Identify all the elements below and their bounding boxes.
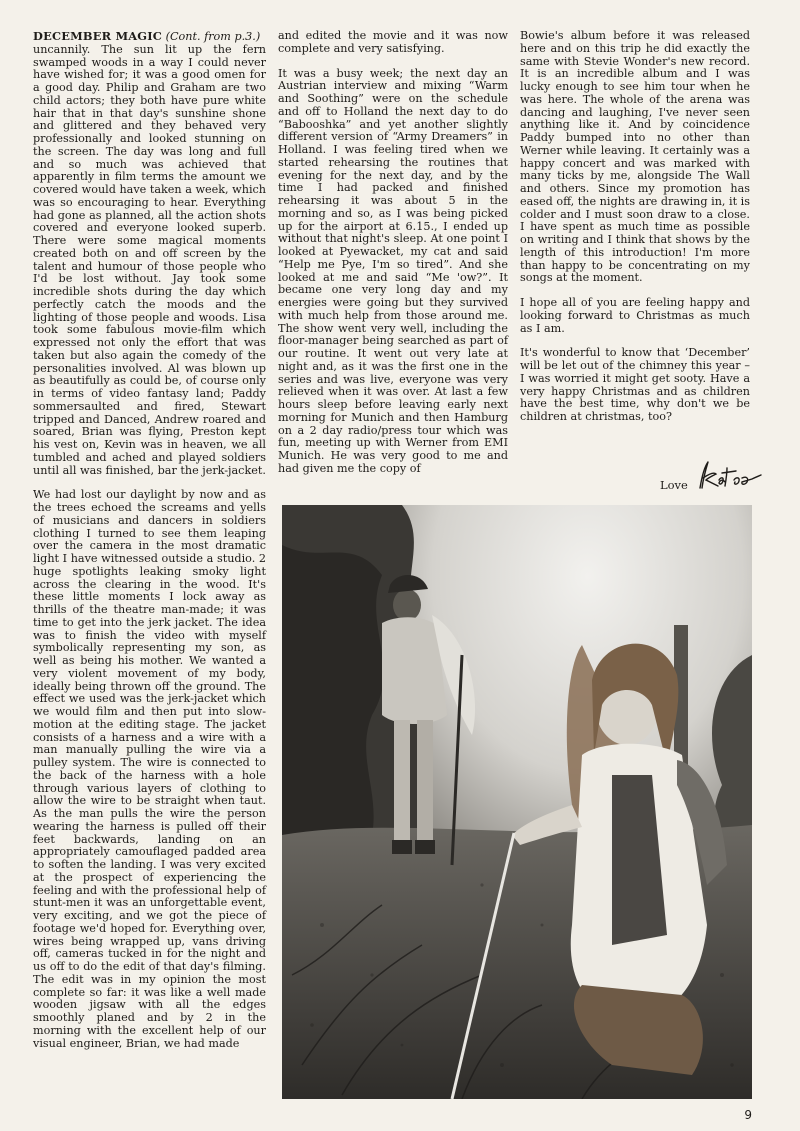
page-number: 9 — [744, 1108, 752, 1122]
paragraph-text: uncannily. The sun lit up the fern swamped woods in a way I could never have wished for; it was a good omen for a good day. Philip and Graham are two child actors; they both have pure white hair that in that day's sunshine shone and glittered and they behaved very professionally and looked stunning on the screen. The day was long and full and so much was achieved that apparently in film terms the amount we covered would have taken a week, which was so encouraging to hear. Everything had gone as planned, all the action shots covered and everyone looked superb. There were some magical moments created both on and off screen by the talent and humour of those people who I'd be lost without. Jay took some incredible shots during the day which perfectly catch the moods and the lighting of those people and woods. Lisa took some fabulous movie-film which expressed not only the effort that was taken but also again the comedy of the personalities involved. Al was blown up as beautifully as could be, of course only in terms of video fantasy land; Paddy sommersaulted and fired, Stewart tripped and Danced, Andrew roared and soared, Brian was flying, Preston kept his vest on, Kevin was in heaven, we all tumbled and ached and played soldiers until all was finished, bar the jerk-jacket. — [33, 42, 266, 477]
continued-note: (Cont. from p.3.) — [165, 30, 261, 43]
signoff-text: Love — [660, 478, 688, 492]
article-paragraph: We had lost our daylight by now and as the trees echoed the screams and yells of musicians and dancers in soldiers clothing I turned to see them leaping over the camera in the most dramatic light I have witnessed outside a studio. 2 huge spotlights leaking smoky light across the clearing in the wood. It's these little moments I lock away as thrills of the theatre man-made; it was time to get into the jerk jacket. The idea was to finish the video with myself symbolically representing my son, as well as being his mother. We wanted a very violent movement of my body, ideally being thrown off the ground. The effect we used was the jerk-jacket which we would film and then put into slow-motion at the editing stage. The jacket consists of a harness and a wire with a man manually pulling the wire via a pulley system. The wire is connected to the back of the harness with a hole through various layers of clothing to allow the wire to be straight when taut. As the man pulls the wire the person wearing the harness is pulled off their feet backwards, landing on an appropriately camouflaged padded area to soften the landing. I was very excited at the prospect of experiencing the feeling and with the professional help of stunt-men it was an unforgettable event, very exciting, and we got the piece of footage we'd hoped for. Everything over, wires being wrapped up, vans driving off, cameras tucked in for the night and us off to do the edit of that day's filming. The edit was in my opinion the most complete so far: it was like a well made wooden jigsaw with all the edges smoothly planed and by 2 in the morning with the excellent help of our visual engineer, Brian, we had made — [33, 488, 266, 1050]
photo-forest-portrait-icon — [282, 505, 752, 1099]
article-column-3 — [520, 30, 750, 424]
article-paragraph: It's wonderful to know that ‘December’ will be let out of the chimney this year – I was worried it might get sooty. Have a very happy Christmas and as children have the best time, why don't we be children at christmas, too? — [520, 346, 750, 423]
article-column-1 — [33, 30, 266, 1050]
article-heading: DECEMBER MAGIC — [33, 29, 163, 43]
signature-icon — [692, 458, 762, 492]
article-paragraph: and edited the movie and it was now complete and very satisfying. — [278, 29, 508, 55]
article-paragraph: I hope all of you are feeling happy and looking forward to Christmas as much as I am. — [520, 296, 750, 335]
article-paragraph: It was a busy week; the next day an Austrian interview and mixing “Warm and Soothing” were on the schedule and off to Holland the next day to do “Babooshka” and yet another slightly different version of “Army Dreamers” in Holland. I was feeling tired when we started rehearsing the routines that evening for the next day, and by the time I had packed and finished rehearsing it was about 5 in the morning and so, as I was being picked up for the airport at 6.15., I ended up without that night's sleep. At one point I looked at Pyewacket, my cat and said “Help me Pye, I'm so tired”. And she looked at me and said “Me 'ow?”. It became one very long day and my energies were going but they survived with much help from those around me. The show went very well, including the floor-manager being searched as part of our routine. It went out very late at night and, as it was the first one in the series and was live, everyone was very relieved when it was over. At last a few hours sleep before leaving early next morning for Munich and then Hamburg on a 2 day radio/press tour which was fun, meeting up with Werner from EMI Munich. He was very good to me and had given me the copy of — [278, 66, 508, 475]
article-paragraph — [33, 30, 266, 477]
signoff — [660, 458, 762, 492]
article-photo — [282, 505, 752, 1099]
article-paragraph: Bowie's album before it was released here and on this trip he did exactly the same with Stevie Wonder's new record. It is an incredible album and I was lucky enough to see him tour when he was here. The whole of the arena was dancing and laughing, I've never seen anything like it. And by coincidence Paddy bumped into no other than Werner while leaving. It certainly was a happy concert and was marked with many ticks by me, alongside The Wall and others. Since my promotion has eased off, the nights are drawing in, it is colder and I must soon draw to a close. I have spent as much time as possible on writing and I think that shows by the length of this introduction! I'm more than happy to be concentrating on my songs at the moment. — [520, 29, 750, 285]
article-column-2 — [278, 30, 508, 476]
